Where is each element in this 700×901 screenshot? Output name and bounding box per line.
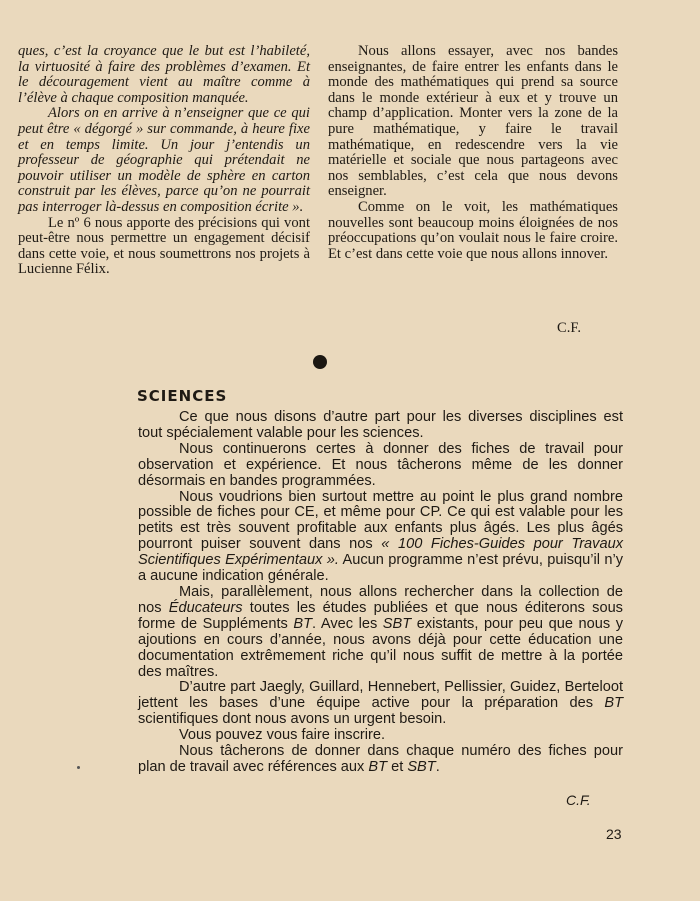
publication-name: BT (293, 615, 313, 632)
text-span: scientifiques dont nous avons un urgent besoin. (138, 711, 447, 728)
sciences-paragraph-2: Nous continuerons certes à donner des fiches de travail pour observation et expérience. Et nous tâcherons même de les donner désormais en bandes programmées. (138, 440, 623, 489)
text-span: Nous tâcherons de donner dans chaque numéro des fiches pour plan de travail avec références aux (138, 743, 623, 775)
page-number: 23 (606, 826, 622, 842)
left-column (18, 44, 310, 278)
sciences-paragraph-1: Ce que nous disons d’autre part pour les diverses disciplines est tout spécialement valable pour les sciences. (138, 409, 623, 441)
left-paragraph-1: ques, c’est la croyance que le but est l’habileté, la virtuosité à faire des problèmes d’examen. Et le découragement vient au maître comme à l’élève à chaque composition manquée. (18, 43, 310, 106)
text-span: D’autre part Jaegly, Guillard, Hennebert, Pellissier, Guidez, Berteloot jettent les bases d’une équipe active pour la préparation des (138, 679, 623, 712)
publication-name: BT (604, 695, 623, 712)
text-span: Mais, parallèlement, nous allons rechercher dans la collection de nos (138, 583, 623, 616)
sciences-body (138, 410, 623, 776)
publication-name: BT (368, 758, 388, 775)
left-paragraph-2: Alors on en arrive à n’enseigner que ce qui peut être « dégorgé » sur commande, à heure fixe et en temps limite. Un jour j’entendis un professeur de géographie qui prétendait ne pouvoir utiliser un modèle de sphère en carton construit par les élèves, parce qu’on ne pourrait pas interroger là-dessus en composition écrite ». (18, 105, 310, 215)
left-paragraph-3: Le nº 6 nous apporte des précisions qui vont peut-être nous permettre un engagement décisif dans cette voie, et nous soumettrons nos projets à Lucienne Félix. (18, 214, 310, 278)
sciences-paragraph-7 (138, 744, 623, 776)
right-column (328, 44, 618, 262)
right-paragraph-1: Nous allons essayer, avec nos bandes enseignantes, de faire entrer les enfants dans le monde des mathématiques qui prend sa source dans le monde extérieur à eux et y trouve un champ d’application. Monter vers la zone de la pure mathématique, y faire le travail mathématique, en redescendre vers la vie matérielle et sociale que nous partageons avec nos semblables, c’est cela que nous devons enseigner. (328, 43, 618, 200)
publication-name: Éducateurs (168, 599, 243, 616)
signature-sciences: C.F. (566, 792, 591, 808)
section-title-sciences: SCIENCES (137, 387, 228, 405)
print-speck (77, 766, 80, 769)
sciences-paragraph-3 (138, 490, 623, 585)
publication-name: SBT (382, 615, 412, 632)
text-span: . Avec les (312, 615, 383, 632)
text-span: toutes les études publiées et que nous éditerons sous forme de Suppléments (138, 599, 623, 632)
text-span: . (435, 758, 440, 775)
sciences-paragraph-6: Vous pouvez vous faire inscrire. (179, 727, 386, 744)
text-span: Aucun programme n’est prévu, puisqu’il n’y a aucune indication générale. (138, 552, 623, 585)
book-title: « 100 Fiches-Guides pour Travaux Scientifiques Expérimentaux ». (138, 536, 624, 569)
right-paragraph-2: Comme on le voit, les mathématiques nouvelles sont beaucoup moins éloignées de nos préoccupations qu’on voulait nous le faire croire. Et c’est dans cette voie que nous allons innover. (328, 198, 618, 262)
text-span: et (387, 758, 408, 775)
text-span: existants, pour peu que nous y ajoutions en cours d’année, nous avons déjà pour cette éducation une documentation extrêmement riche qu’il nous suffit de mettre à la portée des maîtres. (138, 615, 624, 680)
publication-name: SBT (407, 758, 436, 775)
sciences-paragraph-4 (138, 585, 623, 680)
signature-math: C.F. (557, 320, 581, 336)
section-separator-dot (313, 355, 327, 369)
sciences-paragraph-5 (138, 680, 623, 728)
text-span: Nous voudrions bien surtout mettre au point le plus grand nombre possible de fiches pour CE, et même pour CP. Ce qui est valable pour les petits est très souvent profitable aux enfants plus âgés. Les plus âgés pourront puiser souvent dans nos (138, 488, 623, 553)
